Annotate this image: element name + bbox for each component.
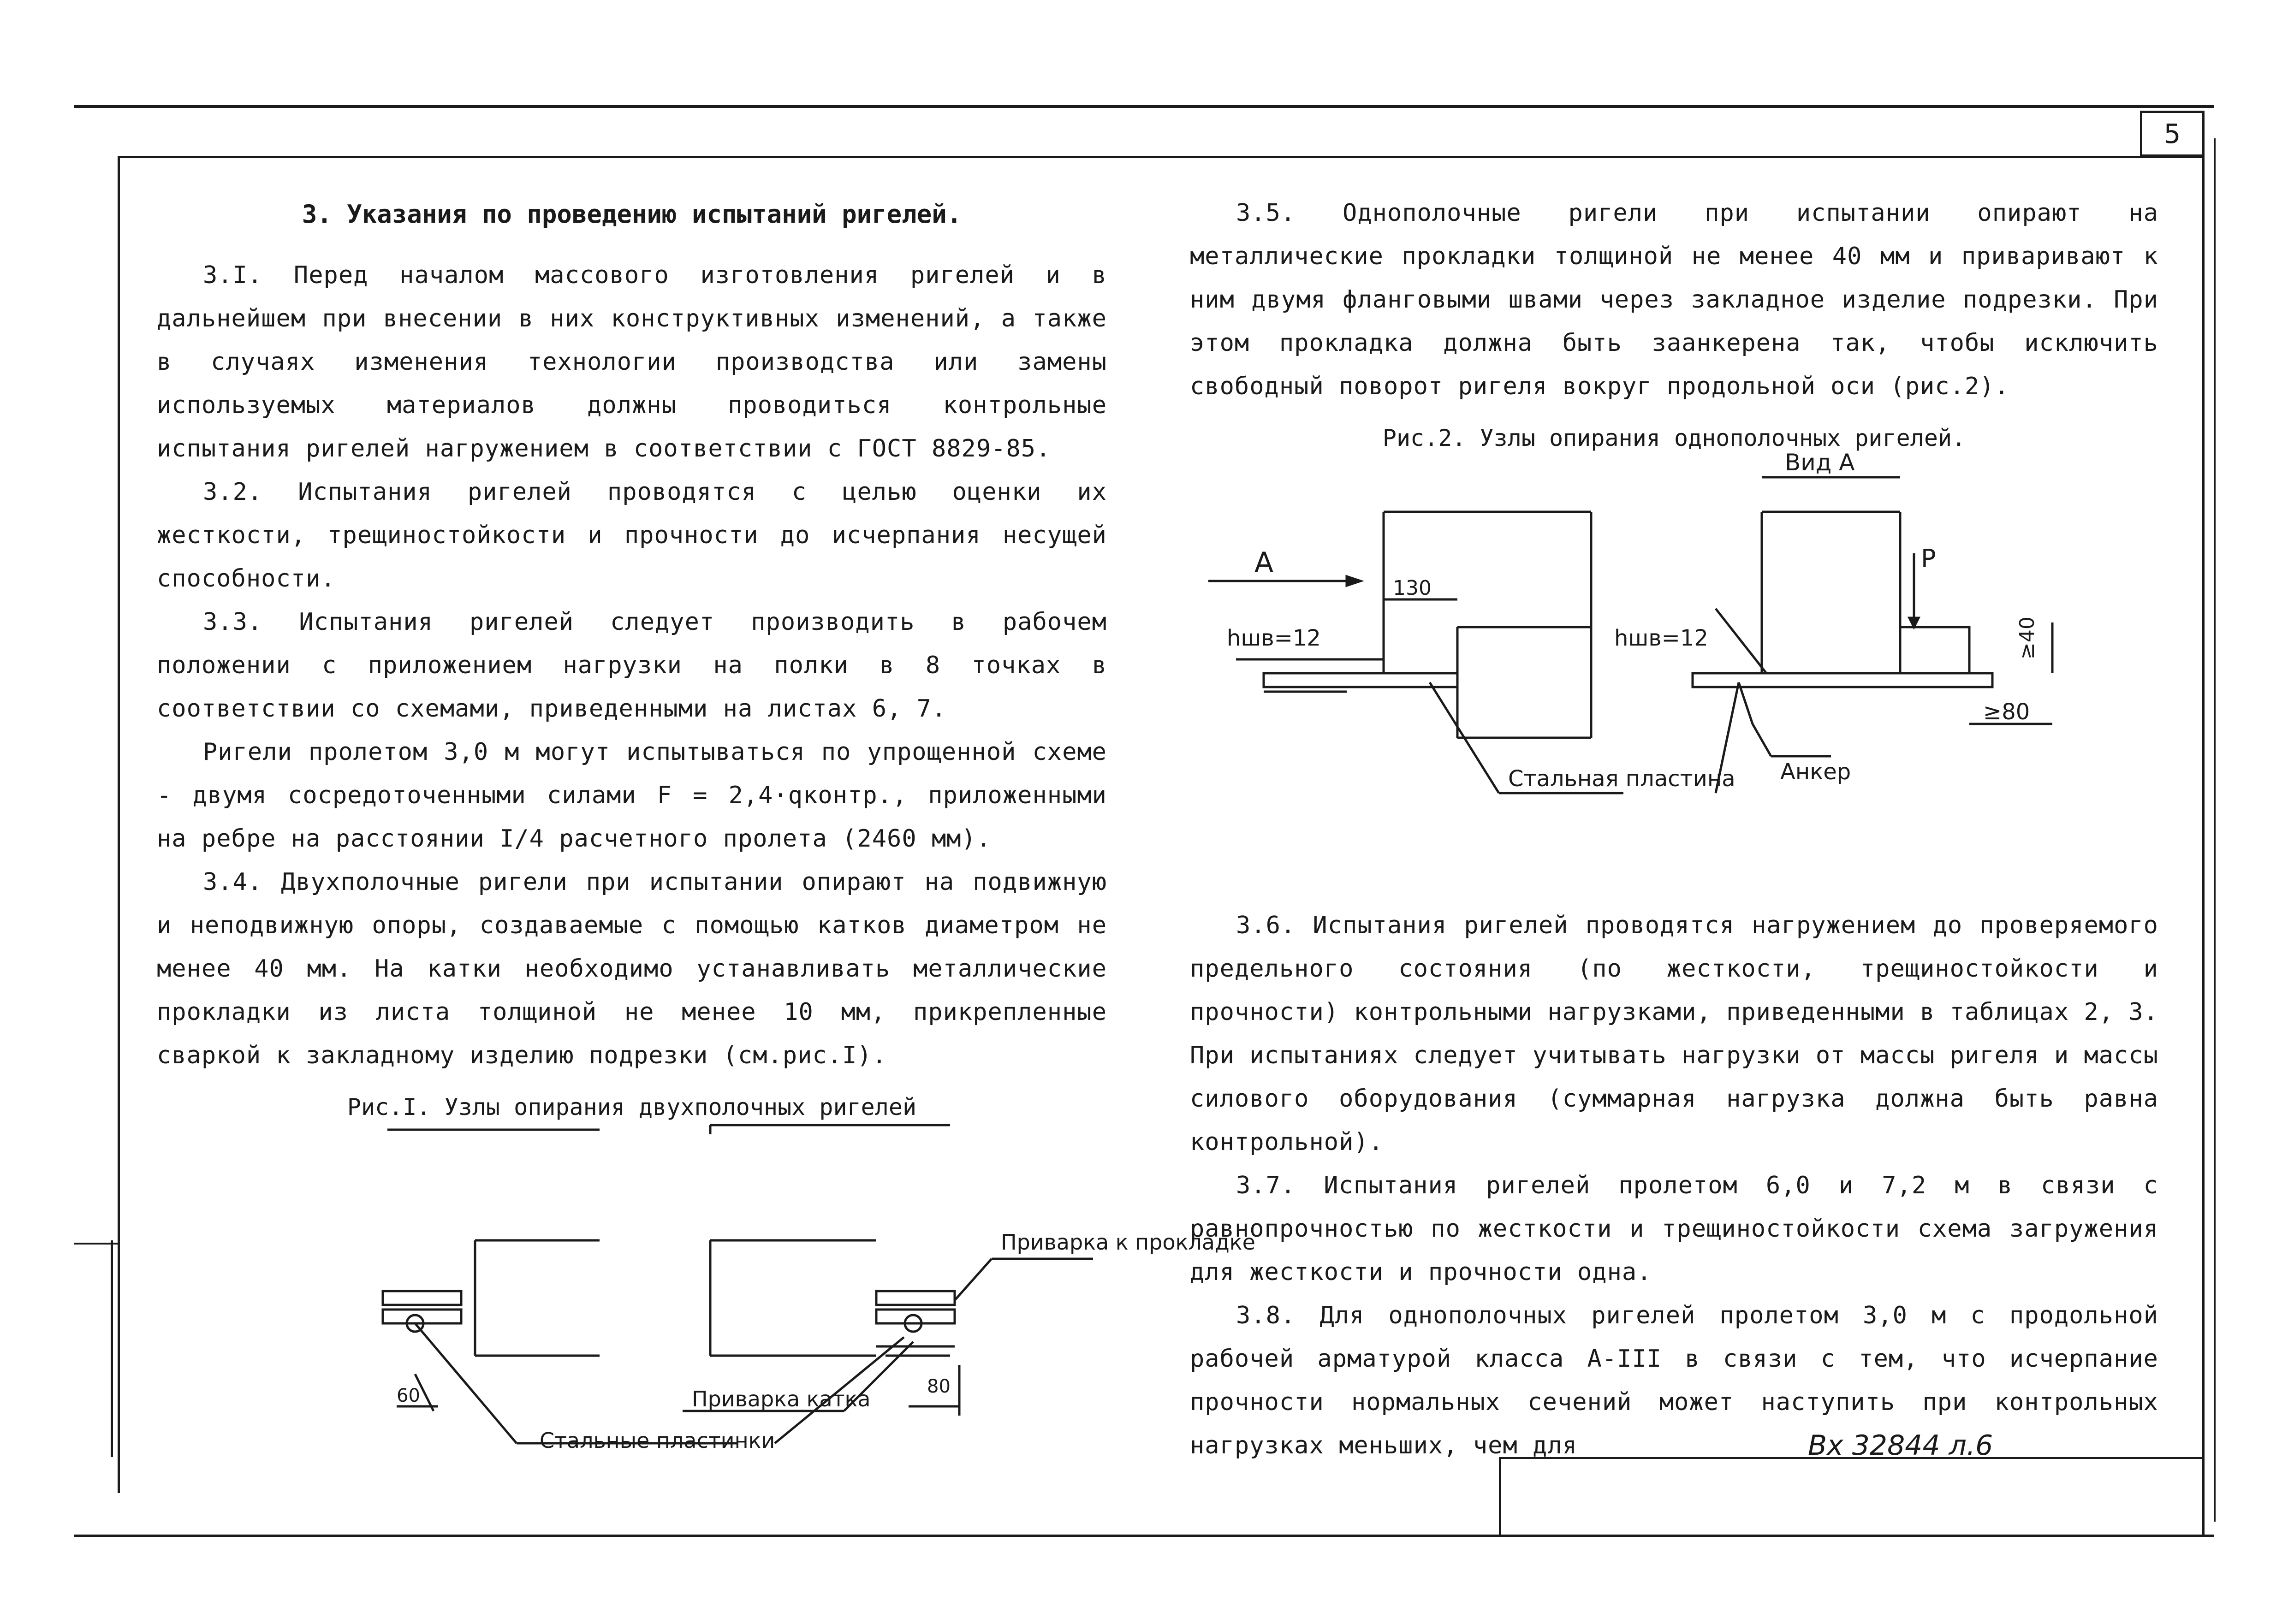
fig2-load-label: P [1921, 544, 1936, 573]
paragraph-3-7: 3.7. Испытания ригелей пролетом 6,0 и 7,2 м в связи с равнопрочностью по жесткости и трещиностойкости схема загружения для жесткости и прочности одна. [1190, 1172, 2158, 1286]
figure-2 [1208, 443, 2131, 821]
fig1-plates-label: Стальные пластинки [540, 1428, 775, 1453]
title-block-left [1499, 1457, 1501, 1535]
paragraph-3-1: 3.I. Перед началом массового изготовления ригелей и в дальнейшем при внесении в них конструктивных изменений, а также в случаях изменения технологии производства или замены используемых материалов должны проводиться контрольные испытания ригелей нагружением в соответствии с ГОСТ 8829-85. [157, 261, 1107, 462]
paragraph-3-4: 3.4. Двухполочные ригели при испытании опирают на подвижную и неподвижную опоры, создаваемые с помощью катков диаметром не менее 40 мм. На катки необходимо устанавливать металлические прокладки из листа толщиной не менее 10 мм, прикрепленные сваркой к закладному изделию подрезки (см.рис.I). [157, 868, 1107, 1069]
fig2-anchor-label: Анкер [1780, 759, 1851, 785]
fig1-weld-to-plate-label: Приварка к прокладке [1001, 1230, 1255, 1255]
fig2-dim-80: ≥80 [1983, 699, 2030, 725]
right-column-bottom [1190, 904, 2158, 1467]
figure-2-drawing [1208, 443, 2131, 821]
fig2-weld-left: hшв=12 [1227, 625, 1321, 651]
right-frame-line [2202, 111, 2205, 1535]
fig2-dim-130: 130 [1393, 576, 1432, 600]
registration-stamp: Вх 32844 л.6 [1808, 1429, 1993, 1462]
paragraph-3-3: 3.3. Испытания ригелей следует производить в рабочем положении с приложением нагрузки на полки в 8 точках в соответствии со схемами, приведенными на листах 6, 7. [157, 608, 1107, 723]
paragraph-3-8: 3.8. Для однополочных ригелей пролетом 3,0 м с продольной рабочей арматурой класса А-III в связи с тем, что исчерпание прочности нормальных сечений может наступить при контрольных нагрузках меньших, чем для [1190, 1302, 2158, 1459]
fig1-dim-right: 80 [927, 1376, 951, 1397]
left-margin-mark-2 [111, 1240, 113, 1457]
figure-1-caption: Рис.I. Узлы опирания двухполочных ригелей [347, 1094, 917, 1120]
left-column [157, 194, 1107, 1128]
fig2-weld-right: hшв=12 [1614, 625, 1708, 651]
fig2-steel-plate-label: Стальная пластина [1508, 766, 1735, 792]
right-outer-line [2214, 138, 2216, 1522]
paragraph-3-6: 3.6. Испытания ригелей проводятся нагружением до проверяемого предельного состояния (по жесткости, трещиностойкости и прочности) контрольными нагрузками, приведенными в таблицах 2, 3. При испытаниях следует учитывать нагрузки от массы ригеля и массы силового оборудования (суммарная нагрузка должна быть равна контрольной). [1190, 912, 2158, 1156]
top-border-line [74, 105, 2214, 108]
fig2-view-label: Вид А [1785, 449, 1855, 476]
left-margin-mark [74, 1243, 120, 1245]
inner-top-line [118, 156, 2205, 158]
fig2-dim-40: ≥40 [2015, 616, 2039, 659]
paragraph-3-3-b: Ригели пролетом 3,0 м могут испытываться по упрощенной схеме - двумя сосредоточенными силами F = 2,4·qконтр., приложенными на ребре на расстоянии I/4 расчетного пролета (2460 мм). [157, 738, 1107, 853]
fig2-arrow-label: А [1254, 546, 1274, 579]
section-title: 3. Указания по проведению испытаний ригелей. [302, 200, 962, 229]
page-number: 5 [2140, 111, 2205, 157]
figure-1 [360, 1107, 1255, 1476]
paragraph-3-5: 3.5. Однополочные ригели при испытании опирают на металлические прокладки толщиной не менее 40 мм и приваривают к ним двумя фланговыми швами через закладное изделие подрезки. При этом прокладка должна быть заанкерена так, чтобы исключить свободный поворот ригеля вокруг продольной оси (рис.2). [1190, 199, 2158, 400]
figure-2-caption: Рис.2. Узлы опирания однополочных ригелей. [1382, 425, 1966, 451]
bottom-frame-line [74, 1535, 2214, 1537]
fig1-weld-roller-label: Приварка катка [692, 1387, 871, 1411]
fig1-dim-left: 60 [397, 1385, 420, 1406]
paragraph-3-2: 3.2. Испытания ригелей проводятся с целью оценки их жесткости, трещиностойкости и прочности до исчерпания несущей способности. [157, 478, 1107, 593]
left-frame-line [118, 156, 120, 1493]
right-column-top [1190, 191, 2158, 459]
figure-1-drawing [360, 1107, 1255, 1476]
